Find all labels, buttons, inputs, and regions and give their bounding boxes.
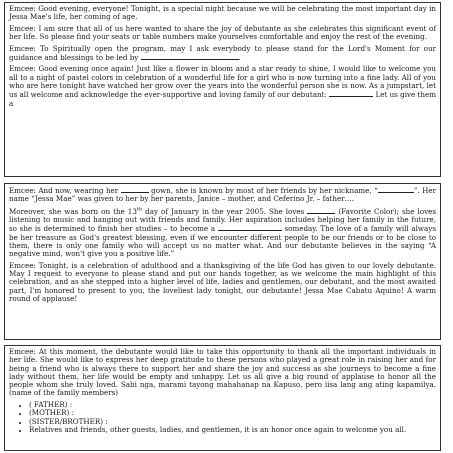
paragraph-gratitude: Emcee: At this moment, the debutante would like to take this opportunity to thank all the important individuals in her life. She would like to express her deep gratitude to these persons who played a great role in raising her and for being a friend who is always there to support her and share the joy and success as she journeys to become a fine lady without them, her life would be empty and unhappy. Let us all give a big round of applause to honor all the people whom she truly loved. Sabi nga, marami tayong mahahanap na Kapuso, pero iisa lang ang ating kapamilya. (name of the family members) [9, 347, 436, 398]
program-section-thanks [4, 345, 441, 451]
lords-moment-end: . [238, 52, 241, 62]
list-item: • (SISTER/BROTHER) : [29, 418, 436, 426]
list-item: • (MOTHER) : [29, 409, 436, 417]
paragraph-lords-moment [9, 45, 436, 63]
family-welcome-end: Let us give them a [9, 90, 436, 108]
blank-line [378, 186, 414, 193]
paragraph-family-welcome [9, 65, 436, 107]
birth-text-a: Moreover, she was born on the 13 [9, 206, 137, 216]
blank-line [141, 53, 239, 60]
gown-text-b: gown, she is known by most of her friends by her nickname, “ [151, 186, 378, 195]
program-section-debutante [4, 183, 441, 340]
birth-text-d: someday. The love of a family will always be her treasure as God's greatest blessing, even if we encounter different people to be our friends or to be close to them, there is only one family who will accept us no matter what. And our debutante believes in the saying “A negative mind, won't give you a positive life.” [9, 224, 436, 259]
program-section-opening [4, 2, 441, 177]
paragraph-birth [9, 207, 436, 259]
family-welcome-text: Emcee: Good evening once again! Just like a flower in bloom and a star ready to shine, I would like to welcome you all to a night of pastel colors in celebration of a wonderful life for a girl who is now turning into a fine lady. All of you who are here tonight have watched her grow over the years into the wonderful person she is now. As a jumpstart, let us all welcome and acknowledge the ever-supportive and loving family of our debutant: [9, 64, 436, 100]
gown-text-a: Emcee: And now, wearing her [9, 186, 119, 195]
paragraph-share-joy: Emcee: I am sure that all of us here wanted to share the joy of debutante as she celebrates this significant event of her life. So please find your seats or table numbers make yourselves comfortable and enjoy the rest of the evening. [9, 23, 436, 42]
birth-text-b: day of January in the year 2005. She loves [145, 206, 305, 216]
list-item: • ( FATHER) : [29, 401, 436, 409]
blank-line [329, 90, 373, 97]
blank-line [121, 186, 149, 193]
birth-text-c: (Favorite Color); she loves listening to music and hanging out with friends and family. Her aspiration includes helping her family in the future, so she is determined to finish her studies – to become a [9, 206, 436, 234]
paragraph-gown [9, 186, 436, 204]
lords-moment-text: Emcee: To Spiritually open the program, may I ask everybody to please stand for the Lord's Moment for our guidance and blessings to be led by [9, 43, 436, 62]
list-item: • Relatives and friends, other guests, ladies, and gentlemen, it is an honor once again to welcome you all. [29, 426, 436, 434]
blank-line [307, 207, 335, 214]
paragraph-welcome: Emcee: Good evening, everyone! Tonight, is a special night because we will be celebrating the most important day in Jessa Mae's life, her coming of age. [9, 4, 436, 22]
family-list [9, 401, 436, 434]
paragraph-celebration: Emcee: Tonight, is a celebration of adulthood and a thanksgiving of the life God has given to our lovely debutante. May I request to everyone to please stand and put our hands together, as we welcome the main highlight of this celebration, and as she stepped into a higher level of life, ladies and gentlemen, our debutant, and the most awaited part, I'm honored to present to you, the loveliest lady tonight, our debutante! Jessa Mae Cabatu Aquino! A warm round of applause! [9, 260, 436, 303]
gown-text-c: ”. Her name “Jessa Mae” was given to her by her parents, Janice – mother, and Ceferino Jr. – father…. [9, 186, 436, 204]
blank-line [218, 224, 282, 231]
birth-sup: th [136, 206, 143, 213]
